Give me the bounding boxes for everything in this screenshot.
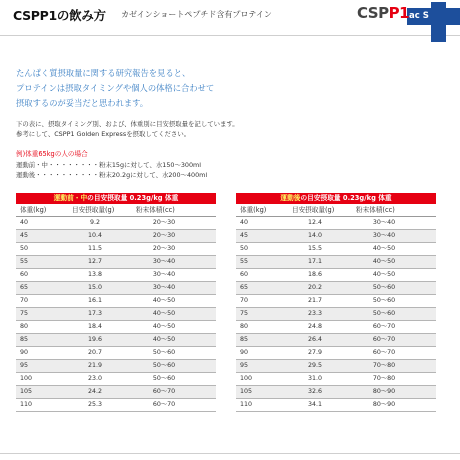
cell-volume: 50〜60: [352, 308, 436, 321]
cell-weight: 60: [236, 269, 288, 282]
cell-volume: 50〜60: [352, 282, 436, 295]
cell-volume: 40〜50: [132, 334, 216, 347]
table-header-row: [16, 204, 216, 217]
cell-volume: 80〜90: [352, 399, 436, 412]
cell-amount: 21.9: [68, 360, 132, 373]
cell-weight: 45: [16, 230, 68, 243]
table-row: [16, 282, 216, 295]
table-row: [236, 217, 436, 230]
cell-weight: 50: [16, 243, 68, 256]
cell-weight: 70: [16, 295, 68, 308]
cell-weight: 85: [236, 334, 288, 347]
cell-amount: 17.3: [68, 308, 132, 321]
cell-amount: 23.0: [68, 373, 132, 386]
logo-wordmark-main: CSP: [357, 4, 389, 22]
cell-volume: 70〜80: [352, 360, 436, 373]
table-row: [236, 282, 436, 295]
cell-amount: 12.4: [288, 217, 352, 230]
example-title: 例)体重65kgの人の場合: [16, 150, 88, 158]
table-row: [236, 360, 436, 373]
cell-weight: 90: [16, 347, 68, 360]
intro-line: たんぱく質摂取量に関する研究報告を見ると、: [16, 68, 191, 78]
table-before-exercise: [16, 193, 216, 412]
logo-badge: ac S: [409, 11, 429, 21]
cell-volume: 50〜60: [132, 347, 216, 360]
table-title-rest: の目安摂取量 0.23g/kg 体重: [87, 194, 179, 202]
table-title-highlight: 運動後: [280, 194, 301, 202]
page-subtitle: カゼインショートペプチド含有プロテイン: [121, 10, 272, 19]
table-row: [16, 295, 216, 308]
cell-volume: 60〜70: [352, 334, 436, 347]
cell-amount: 20.7: [68, 347, 132, 360]
cell-weight: 95: [16, 360, 68, 373]
cell-weight: 75: [236, 308, 288, 321]
cell-volume: 20〜30: [132, 230, 216, 243]
cell-amount: 29.5: [288, 360, 352, 373]
table-row: [16, 373, 216, 386]
table-row: [236, 321, 436, 334]
table-row: [16, 308, 216, 321]
cell-amount: 20.2: [288, 282, 352, 295]
cell-volume: 40〜50: [132, 321, 216, 334]
note-line: 参考にして、CSPP1 Golden Expressを摂取してください。: [16, 130, 191, 138]
cell-volume: 40〜50: [132, 308, 216, 321]
cell-weight: 50: [236, 243, 288, 256]
table-row: [236, 243, 436, 256]
cell-amount: 26.4: [288, 334, 352, 347]
table-after-exercise: [236, 193, 436, 412]
cell-amount: 24.8: [288, 321, 352, 334]
cell-weight: 110: [236, 399, 288, 412]
table-row: [16, 321, 216, 334]
note-text: [16, 119, 239, 139]
column-header-amount: 目安摂取量(g): [288, 204, 352, 217]
brand-logo: [357, 2, 460, 42]
cell-weight: 95: [236, 360, 288, 373]
cell-weight: 105: [236, 386, 288, 399]
table-row: [236, 347, 436, 360]
cell-amount: 19.6: [68, 334, 132, 347]
cell-amount: 23.3: [288, 308, 352, 321]
cell-weight: 75: [16, 308, 68, 321]
cell-volume: 30〜40: [132, 256, 216, 269]
table-row: [16, 347, 216, 360]
cell-amount: 24.2: [68, 386, 132, 399]
cell-weight: 80: [16, 321, 68, 334]
cell-weight: 90: [236, 347, 288, 360]
cell-weight: 45: [236, 230, 288, 243]
example-block: [16, 149, 207, 180]
table-row: [16, 269, 216, 282]
cell-amount: 13.8: [68, 269, 132, 282]
cell-weight: 100: [16, 373, 68, 386]
cell-volume: 30〜40: [352, 217, 436, 230]
data-table: [236, 204, 436, 412]
table-row: [16, 386, 216, 399]
intro-text: [16, 66, 446, 111]
table-header-row: [236, 204, 436, 217]
intro-line: 摂取するのが妥当だと思われます。: [16, 98, 149, 108]
example-line: 運動後・・・・・・・・・・粉末20.2gに対して、水200〜400ml: [16, 171, 208, 179]
column-header-volume: 粉末体積(cc): [132, 204, 216, 217]
cell-volume: 40〜50: [352, 256, 436, 269]
cell-amount: 10.4: [68, 230, 132, 243]
table-row: [16, 230, 216, 243]
cell-amount: 11.5: [68, 243, 132, 256]
cell-volume: 50〜60: [132, 360, 216, 373]
cell-volume: 80〜90: [352, 386, 436, 399]
cell-amount: 27.9: [288, 347, 352, 360]
cell-amount: 31.0: [288, 373, 352, 386]
cell-weight: 55: [16, 256, 68, 269]
cell-amount: 34.1: [288, 399, 352, 412]
logo-wordmark: [357, 4, 409, 22]
table-row: [16, 256, 216, 269]
table-row: [236, 295, 436, 308]
cell-weight: 40: [16, 217, 68, 230]
cell-amount: 21.7: [288, 295, 352, 308]
cell-amount: 25.3: [68, 399, 132, 412]
cell-weight: 105: [16, 386, 68, 399]
column-header-weight: 体重(kg): [16, 204, 68, 217]
table-row: [236, 308, 436, 321]
cell-amount: 12.7: [68, 256, 132, 269]
cell-volume: 40〜50: [352, 269, 436, 282]
cell-volume: 30〜40: [132, 269, 216, 282]
table-row: [16, 399, 216, 412]
cell-weight: 40: [236, 217, 288, 230]
table-row: [236, 386, 436, 399]
cell-amount: 9.2: [68, 217, 132, 230]
footer-divider: [0, 453, 460, 454]
table-row: [16, 217, 216, 230]
cell-amount: 18.4: [68, 321, 132, 334]
cell-amount: 15.5: [288, 243, 352, 256]
table-title: [236, 193, 436, 204]
note-line: 下の表に、摂取タイミング別、および、体重別に目安摂取量を記しています。: [16, 120, 239, 128]
cell-amount: 32.6: [288, 386, 352, 399]
table-row: [16, 360, 216, 373]
cell-weight: 85: [16, 334, 68, 347]
table-title: [16, 193, 216, 204]
cell-weight: 80: [236, 321, 288, 334]
table-row: [16, 334, 216, 347]
data-table: [16, 204, 216, 412]
intro-line: プロテインは摂取タイミングや個人の体格に合わせて: [16, 83, 215, 93]
cell-weight: 65: [236, 282, 288, 295]
table-body: [16, 217, 216, 412]
cell-volume: 50〜60: [132, 373, 216, 386]
cell-weight: 65: [16, 282, 68, 295]
cell-volume: 30〜40: [352, 230, 436, 243]
cell-amount: 17.1: [288, 256, 352, 269]
cell-volume: 30〜40: [132, 282, 216, 295]
table-row: [236, 334, 436, 347]
cell-volume: 60〜70: [132, 399, 216, 412]
table-title-highlight: 運動前・中: [53, 194, 88, 202]
cell-weight: 70: [236, 295, 288, 308]
cell-volume: 60〜70: [132, 386, 216, 399]
example-line: 運動前・中・・・・・・・・粉末15gに対して、水150〜300ml: [16, 161, 202, 169]
table-row: [16, 243, 216, 256]
table-row: [236, 373, 436, 386]
column-header-volume: 粉末体積(cc): [352, 204, 436, 217]
cell-volume: 50〜60: [352, 295, 436, 308]
cell-volume: 60〜70: [352, 347, 436, 360]
cell-volume: 20〜30: [132, 243, 216, 256]
cell-volume: 20〜30: [132, 217, 216, 230]
cell-amount: 18.6: [288, 269, 352, 282]
cell-amount: 14.0: [288, 230, 352, 243]
cell-weight: 60: [16, 269, 68, 282]
logo-wordmark-accent: P1: [388, 4, 410, 22]
column-header-amount: 目安摂取量(g): [68, 204, 132, 217]
cell-weight: 55: [236, 256, 288, 269]
table-row: [236, 399, 436, 412]
page-title: CSPP1の飲み方: [13, 8, 106, 23]
table-row: [236, 269, 436, 282]
table-body: [236, 217, 436, 412]
cell-volume: 40〜50: [352, 243, 436, 256]
cell-volume: 70〜80: [352, 373, 436, 386]
cell-volume: 60〜70: [352, 321, 436, 334]
cell-weight: 110: [16, 399, 68, 412]
table-row: [236, 256, 436, 269]
table-row: [236, 230, 436, 243]
cell-volume: 40〜50: [132, 295, 216, 308]
cell-amount: 16.1: [68, 295, 132, 308]
cell-amount: 15.0: [68, 282, 132, 295]
cell-weight: 100: [236, 373, 288, 386]
table-title-rest: の目安摂取量 0.23g/kg 体重: [300, 194, 392, 202]
column-header-weight: 体重(kg): [236, 204, 288, 217]
